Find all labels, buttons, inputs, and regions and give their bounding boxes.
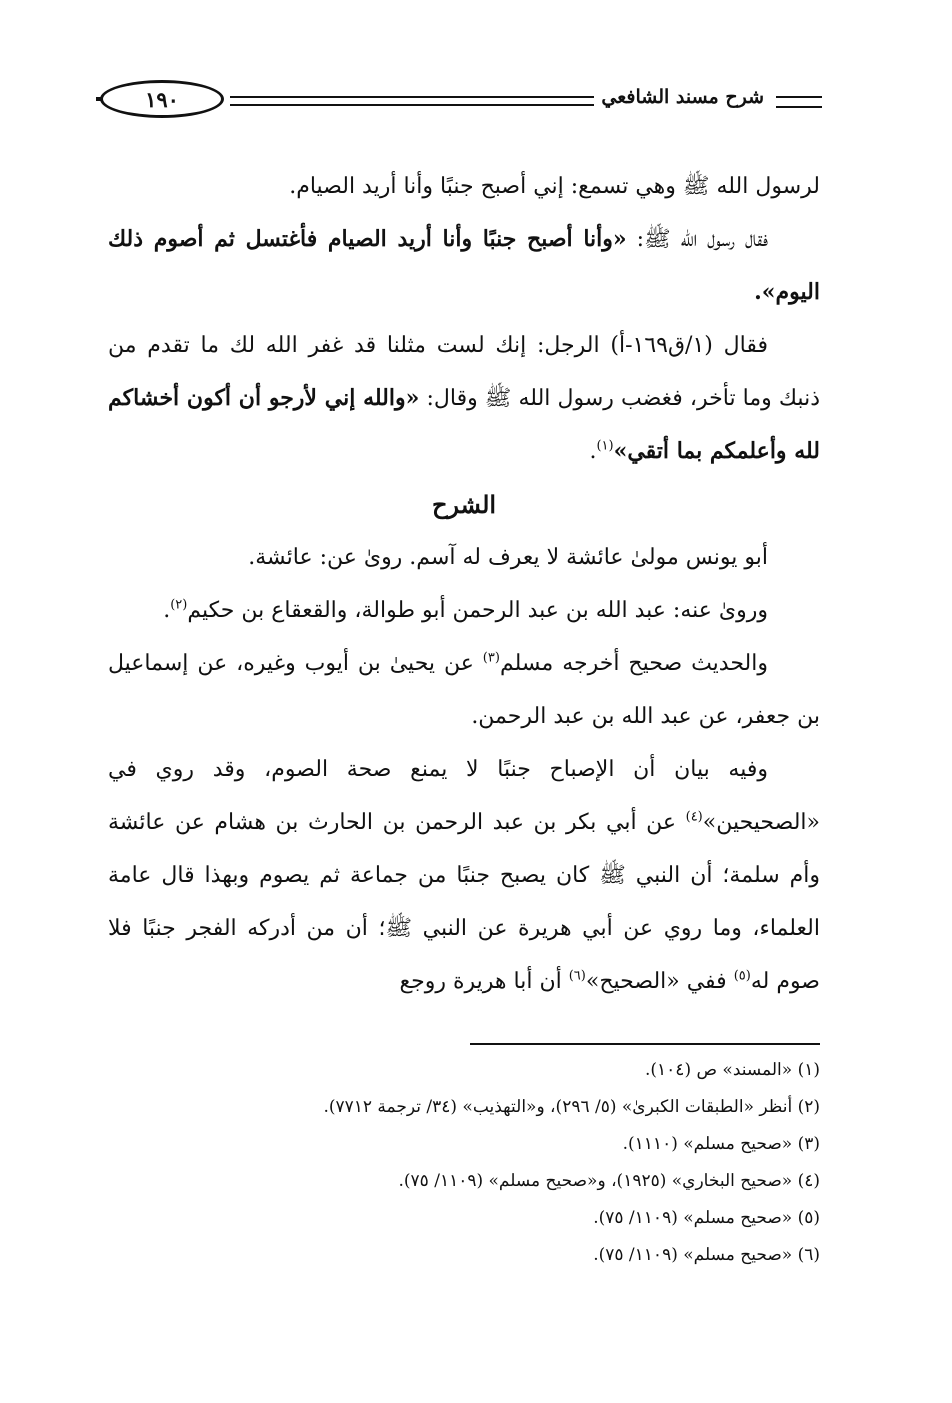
running-header	[100, 80, 822, 130]
footnote-separator	[470, 1043, 820, 1045]
paragraph-5-end: .	[163, 598, 171, 623]
footnote-ref-3[interactable]: (٣)	[482, 650, 500, 666]
footnotes	[130, 1052, 820, 1274]
section-heading: الشرح	[431, 490, 497, 519]
paragraph-5-text: وروىٰ عنه: عبد الله بن عبد الرحمن أبو طوالة، والقعقاع بن حكيم	[187, 598, 768, 623]
header-rule	[230, 96, 594, 106]
footnote-ref-2[interactable]: (٢)	[170, 597, 188, 613]
footnote-ref-4[interactable]: (٤)	[685, 809, 703, 825]
paragraph-7	[108, 743, 820, 1008]
paragraph-3-end: .	[589, 439, 597, 464]
header-title: شرح مسند الشافعي	[601, 86, 764, 108]
footnote-6: (٦) «صحيح مسلم» (١١٠٩/ ٧٥).	[593, 1245, 820, 1265]
paragraph-7-text-d: أن أبا هريرة روجع	[399, 969, 569, 994]
footnote-3: (٣) «صحيح مسلم» (١١١٠).	[622, 1134, 820, 1154]
footnote-ref-6[interactable]: (٦)	[568, 968, 586, 984]
paragraph-7-text-b: عن أبي بكر بن عبد الرحمن بن الحارث بن هشام عن عائشة وأم سلمة؛ أن النبي ﷺ كان يصبح جنبًا من جماعة ثم يصوم وبهذا قال عامة العلماء، وما روي عن أبي هريرة عن النبي ﷺ؛ أن من أدركه الفجر جنبًا فلا صوم له	[108, 810, 820, 994]
hadith-quote-2: «والله إني لأرجو أن أكون أخشاكم لله وأعلمكم بما أتقي»	[108, 385, 820, 464]
paragraph-6-text-b: عن يحيىٰ بن أيوب وغيره، عن إسماعيل بن جعفر، عن عبد الله بن عبد الرحمن.	[108, 651, 820, 729]
paragraph-1: لرسول الله ﷺ وهي تسمع: إني أصبح جنبًا وأنا أريد الصيام.	[289, 174, 820, 199]
hadith-quote-1: «وأنا أصبح جنبًا وأنا أريد الصيام فأغتسل ثم أصوم ذلك اليوم».	[108, 226, 820, 305]
footnote-ref-1[interactable]: (١)	[596, 438, 614, 454]
paragraph-2	[108, 213, 820, 319]
paragraph-5	[108, 584, 820, 637]
paragraph-2-intro: فقال رسول الله ﷺ:	[626, 227, 768, 252]
footnote-2: (٢) أنظر «الطبقات الكبرىٰ» (٥/ ٢٩٦)، و«التهذيب» (٣٤/ ترجمة ٧٧١٢).	[323, 1097, 820, 1117]
paragraph-3	[108, 319, 820, 478]
paragraph-3-intro: فقال (١/ق١٦٩-أ) الرجل: إنك لست مثلنا قد غفر الله لك ما تقدم من ذنبك وما تأخر، فغضب رسول الله ﷺ وقال:	[108, 333, 820, 411]
footnote-ref-5[interactable]: (٥)	[733, 968, 751, 984]
paragraph-6-text-a: والحديث صحيح أخرجه مسلم	[499, 651, 768, 676]
footnote-1: (١) «المسند» ص (١٠٤).	[644, 1060, 820, 1080]
page-number: ١٩٠	[100, 80, 224, 118]
main-text	[108, 160, 820, 1008]
footnote-5: (٥) «صحيح مسلم» (١١٠٩/ ٧٥).	[593, 1208, 820, 1228]
paragraph-4: أبو يونس مولىٰ عائشة لا يعرف له آسم. روىٰ عن: عائشة.	[248, 545, 768, 570]
paragraph-6	[108, 637, 820, 743]
footnote-4: (٤) «صحيح البخاري» (١٩٢٥)، و«صحيح مسلم» (١١٠٩/ ٧٥).	[398, 1171, 820, 1191]
header-title-ornament	[776, 96, 822, 108]
paragraph-7-text-c: ففي «الصحيح»	[585, 969, 734, 994]
paragraph-7-text-a: وفيه بيان أن الإصباح جنبًا لا يمنع صحة الصوم، وقد روي في «الصحيحين»	[108, 757, 820, 835]
